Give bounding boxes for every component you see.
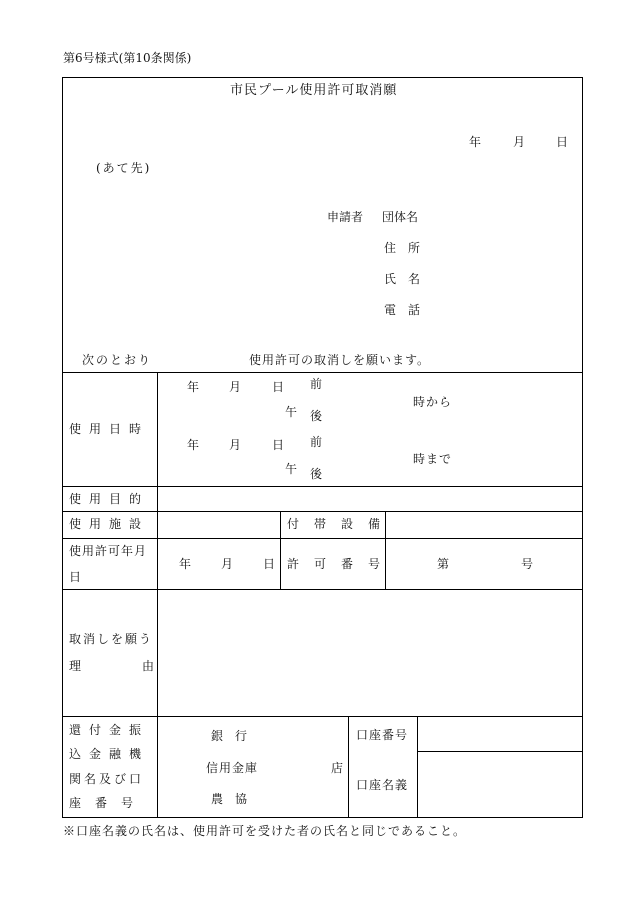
credit-union-label: 信用金庫: [206, 761, 259, 775]
equipment-label: 付帯設備: [287, 517, 396, 531]
date-year: 年: [469, 135, 482, 149]
usage-start-before: 前: [310, 377, 323, 391]
form-number: 第6号様式(第10条関係): [63, 51, 192, 65]
agri-coop-label: 農 協: [211, 792, 248, 806]
branch-label: 店: [331, 761, 344, 775]
usage-start-am: 午: [285, 405, 298, 419]
grid-line: [417, 751, 583, 752]
bank-label: 銀 行: [211, 729, 248, 743]
applicant-phone-label: 電 話: [384, 303, 421, 317]
purpose-label: 使用目的: [69, 492, 150, 506]
usage-end-am: 午: [285, 462, 298, 476]
refund-label-4: 座番号: [69, 796, 148, 810]
date-month: 月: [513, 135, 526, 149]
applicant-name-label: 氏 名: [384, 272, 421, 286]
permit-go: 号: [521, 557, 534, 571]
applicant-label: 申請者: [327, 210, 364, 224]
account-number-label: 口座番号: [356, 728, 409, 742]
addressee-label: (あて先): [96, 161, 152, 175]
permit-date-label-2: 日: [69, 570, 82, 584]
applicant-org-label: 団体名: [382, 210, 419, 224]
permit-number-label: 許可番号: [287, 557, 396, 571]
usage-start-day: 日: [272, 380, 285, 394]
permit-month: 月: [221, 557, 234, 571]
grid-line: [62, 372, 583, 373]
permit-year: 年: [179, 557, 192, 571]
usage-datetime-label: 使用日時: [69, 422, 150, 436]
applicant-address-label: 住 所: [384, 241, 421, 255]
usage-from: 時から: [413, 395, 453, 409]
grid-line: [62, 716, 583, 717]
grid-line: [348, 716, 349, 818]
form-frame: [62, 77, 583, 818]
grid-line: [62, 511, 583, 512]
date-day: 日: [556, 135, 569, 149]
grid-line: [62, 538, 583, 539]
usage-end-year: 年: [187, 438, 200, 452]
reason-label: 取消しを願う: [69, 632, 154, 646]
grid-line: [62, 589, 583, 590]
permit-day: 日: [263, 557, 276, 571]
usage-end-after: 後: [310, 467, 323, 481]
account-name-label: 口座名義: [356, 778, 409, 792]
usage-start-month: 月: [229, 380, 242, 394]
grid-line: [62, 486, 583, 487]
refund-label-2: 込金融機: [69, 747, 150, 761]
refund-label-3: 関名及び口: [69, 772, 145, 786]
reason-label-2: 理: [69, 659, 82, 673]
facility-label: 使用施設: [69, 517, 150, 531]
grid-line: [280, 511, 281, 589]
permit-date-label: 使用許可年月: [69, 544, 148, 558]
usage-end-before: 前: [310, 435, 323, 449]
grid-line: [157, 372, 158, 818]
refund-label-1: 還付金振: [69, 723, 150, 737]
usage-start-after: 後: [310, 409, 323, 423]
reason-label-2b: 由: [142, 659, 155, 673]
form-title: 市民プール使用許可取消願: [230, 83, 398, 98]
intro-right: 使用許可の取消しを願います。: [249, 353, 431, 367]
usage-until: 時まで: [413, 452, 453, 466]
intro-left: 次のとおり: [82, 353, 153, 367]
usage-end-day: 日: [272, 438, 285, 452]
grid-line: [417, 716, 418, 818]
usage-start-year: 年: [187, 380, 200, 394]
usage-end-month: 月: [229, 438, 242, 452]
footnote: ※口座名義の氏名は、使用許可を受けた者の氏名と同じであること。: [63, 824, 467, 838]
permit-dai: 第: [437, 557, 450, 571]
